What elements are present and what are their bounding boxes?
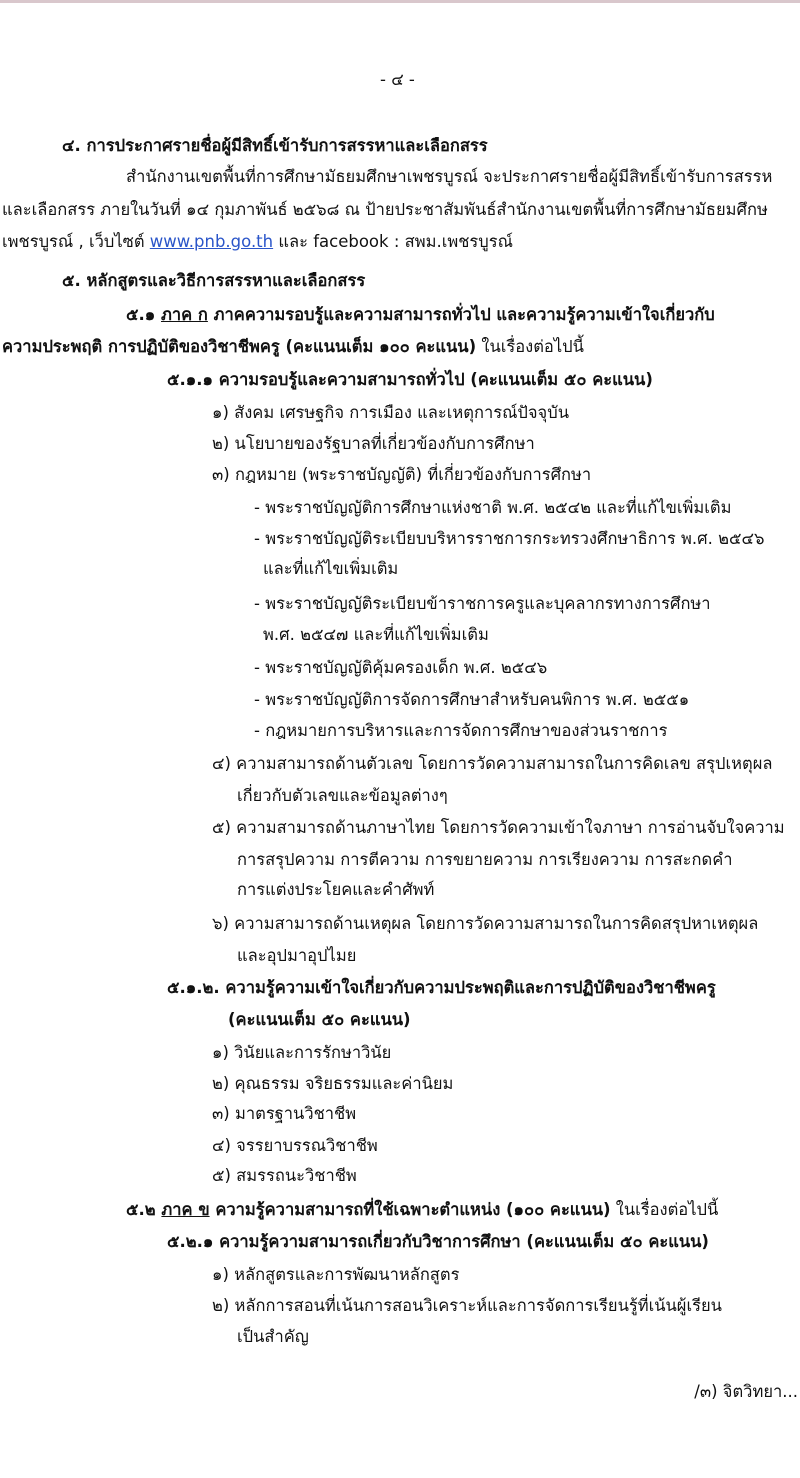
continuation-note: /๓) จิตวิทยา... xyxy=(694,1382,798,1401)
law-item: - พระราชบัญญัติระเบียบข้าราชการครูและบุคลากรทางการศึกษา xyxy=(254,594,711,613)
text-segment: ในเรื่องต่อไปนี้ xyxy=(476,337,584,356)
law-item: - พระราชบัญญัติการศึกษาแห่งชาติ พ.ศ. ๒๕๔๒ และที่แก้ไขเพิ่มเติม xyxy=(254,498,732,517)
page-number: - ๔ - xyxy=(380,70,415,89)
text-segment: และ facebook : สพม.เพชรบูรณ์ xyxy=(273,232,513,251)
section-4-text-line-2: และเลือกสรร ภายในวันที่ ๑๔ กุมภาพันธ์ ๒๕๖๘ ณ ป้ายประชาสัมพันธ์สำนักงานเขตพื้นที่การศึกษามัธยมศึกษ xyxy=(2,200,768,219)
text-segment: เพชรบูรณ์ , เว็บไซต์ xyxy=(2,232,150,251)
section-5-1-heading-line-2 xyxy=(2,335,584,359)
law-item-continued: พ.ศ. ๒๕๔๗ และที่แก้ไขเพิ่มเติม xyxy=(263,625,489,644)
website-link[interactable]: www.pnb.go.th xyxy=(149,232,274,251)
top-border xyxy=(0,0,800,3)
section-4-text-line-3 xyxy=(2,230,513,254)
text-segment: ความประพฤติ การปฏิบัติของวิชาชีพครู (คะแนนเต็ม ๑๐๐ คะแนน) xyxy=(2,337,477,356)
part-label: ภาค ก xyxy=(160,305,208,324)
section-5-2-heading xyxy=(126,1198,718,1222)
list-item: ๑) หลักสูตรและการพัฒนาหลักสูตร xyxy=(212,1265,460,1284)
list-item-continued: การแต่งประโยคและคำศัพท์ xyxy=(237,880,435,899)
law-item: - กฎหมายการบริหารและการจัดการศึกษาของส่วนราชการ xyxy=(254,721,668,740)
list-item: ๔) จรรยาบรรณวิชาชีพ xyxy=(212,1136,378,1155)
list-item: ๖) ความสามารถด้านเหตุผล โดยการวัดความสามารถในการคิดสรุปหาเหตุผล xyxy=(212,914,759,933)
part-label: ภาค ข xyxy=(161,1200,210,1219)
law-item: - พระราชบัญญัติการจัดการศึกษาสำหรับคนพิการ พ.ศ. ๒๕๕๑ xyxy=(254,690,690,709)
list-item: ๒) หลักการสอนที่เน้นการสอนวิเคราะห์และการจัดการเรียนรู้ที่เน้นผู้เรียน xyxy=(212,1296,722,1315)
list-item: ๒) คุณธรรม จริยธรรมและค่านิยม xyxy=(212,1074,454,1093)
list-item: ๓) มาตรฐานวิชาชีพ xyxy=(212,1104,357,1123)
section-5-heading: ๕. หลักสูตรและวิธีการสรรหาและเลือกสรร xyxy=(62,271,366,290)
law-item: - พระราชบัญญัติระเบียบบริหารราชการกระทรวงศึกษาธิการ พ.ศ. ๒๕๔๖ xyxy=(254,529,765,548)
text-segment: ภาคความรอบรู้และความสามารถทั่วไป และความรู้ความเข้าใจเกี่ยวกับ xyxy=(207,305,715,324)
section-number: ๕.๒ xyxy=(126,1200,162,1219)
list-item: ๔) ความสามารถด้านตัวเลข โดยการวัดความสามารถในการคิดเลข สรุปเหตุผล xyxy=(212,754,773,773)
list-item: ๒) นโยบายของรัฐบาลที่เกี่ยวข้องกับการศึกษา xyxy=(212,434,535,453)
section-4-text-line-1: สำนักงานเขตพื้นที่การศึกษามัธยมศึกษาเพชรบูรณ์ จะประกาศรายชื่อผู้มีสิทธิ์เข้ารับการสรรห xyxy=(126,167,773,186)
section-5-1-heading xyxy=(126,303,715,327)
list-item-continued: เป็นสำคัญ xyxy=(237,1327,309,1346)
section-5-2-1-heading: ๕.๒.๑ ความรู้ความสามารถเกี่ยวกับวิชาการศึกษา (คะแนนเต็ม ๕๐ คะแนน) xyxy=(167,1232,709,1251)
list-item: ๑) วินัยและการรักษาวินัย xyxy=(212,1043,392,1062)
text-segment: ความรู้ความสามารถที่ใช้เฉพาะตำแหน่ง (๑๐๐ คะแนน) xyxy=(209,1200,611,1219)
section-5-1-1-heading: ๕.๑.๑ ความรอบรู้และความสามารถทั่วไป (คะแนนเต็ม ๕๐ คะแนน) xyxy=(167,370,653,389)
law-item: - พระราชบัญญัติคุ้มครองเด็ก พ.ศ. ๒๕๔๖ xyxy=(254,658,548,677)
list-item: ๑) สังคม เศรษฐกิจ การเมือง และเหตุการณ์ปัจจุบัน xyxy=(212,403,569,422)
section-5-1-2-heading-line-2: (คะแนนเต็ม ๕๐ คะแนน) xyxy=(228,1010,411,1029)
section-4-heading: ๔. การประกาศรายชื่อผู้มีสิทธิ์เข้ารับการสรรหาและเลือกสรร xyxy=(62,136,488,155)
section-number: ๕.๑ xyxy=(126,305,161,324)
list-item-continued: การสรุปความ การตีความ การขยายความ การเรียงความ การสะกดคำ xyxy=(237,850,733,869)
list-item: ๓) กฎหมาย (พระราชบัญญัติ) ที่เกี่ยวข้องกับการศึกษา xyxy=(212,465,592,484)
section-5-1-2-heading: ๕.๑.๒. ความรู้ความเข้าใจเกี่ยวกับความประพฤติและการปฏิบัติของวิชาชีพครู xyxy=(167,978,716,997)
text-segment: ในเรื่องต่อไปนี้ xyxy=(610,1200,719,1219)
list-item: ๕) สมรรถนะวิชาชีพ xyxy=(212,1166,357,1185)
list-item: ๕) ความสามารถด้านภาษาไทย โดยการวัดความเข้าใจภาษา การอ่านจับใจความ xyxy=(212,818,785,837)
law-item-continued: และที่แก้ไขเพิ่มเติม xyxy=(263,559,399,578)
list-item-continued: และอุปมาอุปไมย xyxy=(237,946,357,965)
list-item-continued: เกี่ยวกับตัวเลขและข้อมูลต่างๆ xyxy=(237,786,448,805)
